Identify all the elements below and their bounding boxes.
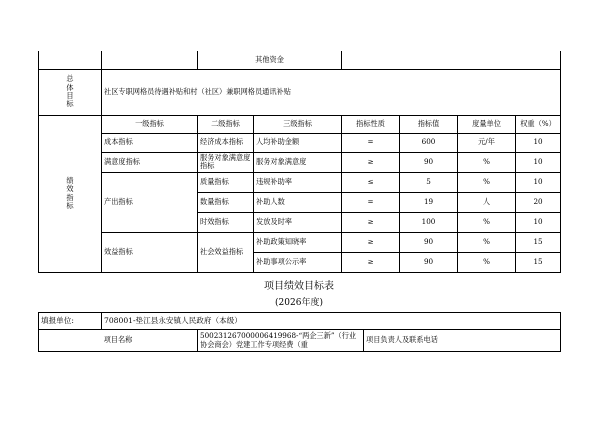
cell-unit: 元/年 — [458, 133, 516, 152]
cell-nature: ≥ — [342, 152, 400, 172]
form-year: (2026年度) — [275, 298, 323, 308]
cell-nature: ≥ — [342, 212, 400, 232]
other-funds-label: 其他资金 — [198, 51, 342, 69]
perf-indicator-label: 绩 效 指 标 — [39, 115, 102, 272]
performance-table — [38, 51, 561, 273]
cell-l3: 补助事项公示率 — [254, 252, 342, 272]
cell-weight: 15 — [516, 232, 561, 252]
header-l2: 二级指标 — [198, 115, 254, 133]
overall-goal-label: 总 体 目 标 — [39, 69, 102, 115]
cell-unit: % — [458, 172, 516, 192]
header-l1: 一级指标 — [102, 115, 198, 133]
cell-unit: 人 — [458, 192, 516, 212]
cell-l2: 社会效益指标 — [198, 232, 254, 272]
project-contact-label: 项目负责人及联系电话 — [364, 330, 561, 352]
cell-l1: 成本指标 — [102, 133, 198, 152]
cell-value: 90 — [400, 152, 458, 172]
project-name-label: 项目名称 — [39, 330, 198, 352]
overall-goal-text: 社区专职网格员待遇补贴和村（社区）兼职网格员通讯补贴 — [102, 69, 561, 115]
table-row — [39, 172, 561, 192]
cell-value: 90 — [400, 252, 458, 272]
cell-nature: = — [342, 192, 400, 212]
cell-value: 19 — [400, 192, 458, 212]
cell-l2: 服务对象满意度指标 — [198, 152, 254, 172]
cell-l3: 违规补助率 — [254, 172, 342, 192]
cell-l3: 发放及时率 — [254, 212, 342, 232]
cell-unit: % — [458, 232, 516, 252]
cell-l1: 效益指标 — [102, 232, 198, 272]
cell-l3: 补助人数 — [254, 192, 342, 212]
cell-weight: 10 — [516, 152, 561, 172]
table-row — [39, 133, 561, 152]
cell-l2: 数量指标 — [198, 192, 254, 212]
cell-value: 100 — [400, 212, 458, 232]
project-info-table — [38, 312, 561, 352]
cell-nature: ≥ — [342, 232, 400, 252]
cell-l2: 质量指标 — [198, 172, 254, 192]
header-nature: 指标性质 — [342, 115, 400, 133]
cell-l3: 补助政策知晓率 — [254, 232, 342, 252]
project-name-value: 500231267000006419968-“两企三新”（行业协会商会）党建工作专项经费（重 — [198, 330, 364, 352]
cell-weight: 10 — [516, 212, 561, 232]
header-value: 指标值 — [400, 115, 458, 133]
reporting-unit-label: 填报单位: — [39, 313, 102, 330]
cell-weight: 10 — [516, 172, 561, 192]
cell-l1: 产出指标 — [102, 172, 198, 232]
cell-value: 90 — [400, 232, 458, 252]
table-row — [39, 232, 561, 252]
cell-l3: 人均补助金额 — [254, 133, 342, 152]
cell-value: 5 — [400, 172, 458, 192]
cell-weight: 20 — [516, 192, 561, 212]
form-title: 项目绩效目标表 — [264, 281, 334, 292]
cell-weight: 15 — [516, 252, 561, 272]
table-row — [39, 152, 561, 172]
cell-l2: 经济成本指标 — [198, 133, 254, 152]
cell-nature: = — [342, 133, 400, 152]
header-l3: 三级指标 — [254, 115, 342, 133]
cell-unit: % — [458, 212, 516, 232]
cell-l1: 满意度指标 — [102, 152, 198, 172]
cell-l3: 服务对象满意度 — [254, 152, 342, 172]
cell-nature: ≤ — [342, 172, 400, 192]
reporting-unit-value: 708001-垫江县永安镇人民政府（本级） — [102, 313, 561, 330]
header-unit: 度量单位 — [458, 115, 516, 133]
cell-value: 600 — [400, 133, 458, 152]
cell-unit: % — [458, 252, 516, 272]
cell-l2: 时效指标 — [198, 212, 254, 232]
cell-unit: % — [458, 152, 516, 172]
cell-weight: 10 — [516, 133, 561, 152]
header-weight: 权重（%） — [516, 115, 561, 133]
cell-nature: ≥ — [342, 252, 400, 272]
